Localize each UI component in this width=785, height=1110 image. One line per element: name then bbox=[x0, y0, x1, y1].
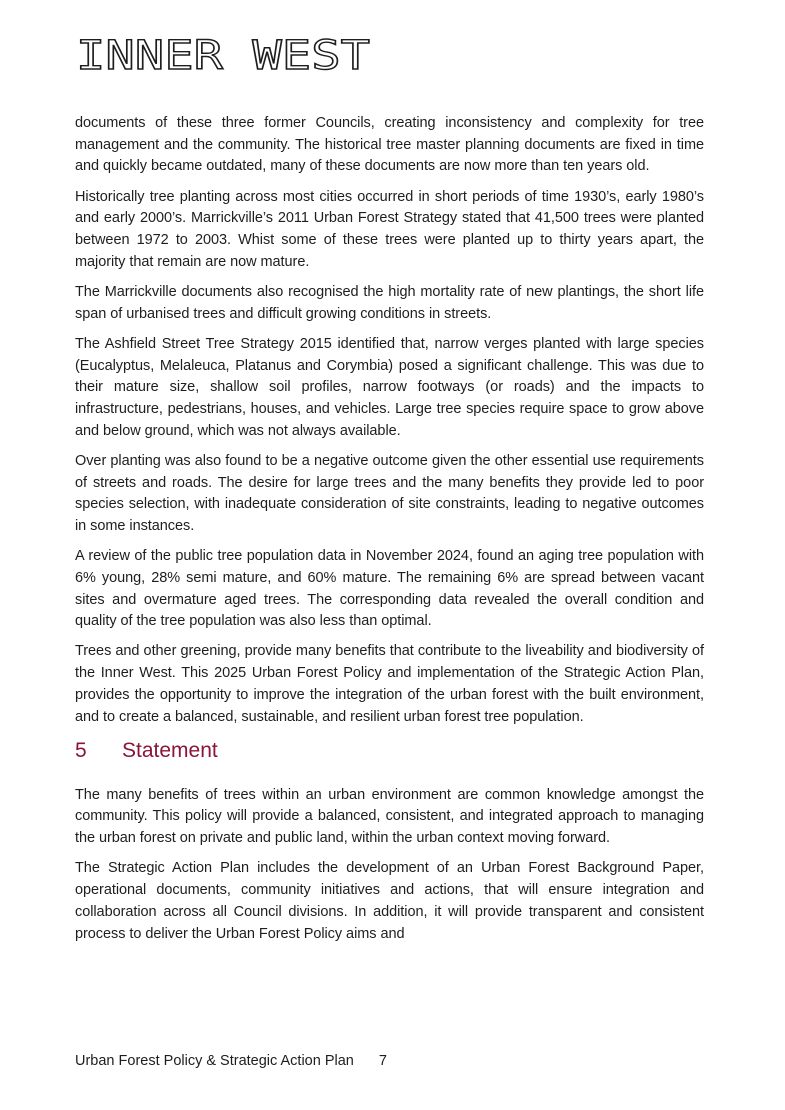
main-content bbox=[75, 113, 704, 954]
page-footer bbox=[75, 1053, 387, 1069]
page-number: 7 bbox=[378, 1053, 387, 1069]
paragraph: The Ashfield Street Tree Strategy 2015 identified that, narrow verges planted with large species (Eucalyptus, Melaleuca, Platanus and Corymbia) posed a significant challenge. This was due to their mature size, shallow soil profiles, narrow footways (or roads) and the impacts to infrastructure, pedestrians, houses, and vehicles. Large tree species require space to grow above and below ground, which was not always available. bbox=[75, 335, 704, 439]
logo-text: INNER WEST bbox=[76, 38, 370, 76]
paragraph: Over planting was also found to be a negative outcome given the other essential use requirements of streets and roads. The desire for large trees and the many benefits they provide led to poor species selection, with inadequate consideration of site constraints, leading to negative outcomes in some instances. bbox=[75, 452, 704, 534]
paragraph: The Marrickville documents also recognised the high mortality rate of new plantings, the short life span of urbanised trees and difficult growing conditions in streets. bbox=[75, 283, 704, 322]
inner-west-logo bbox=[76, 38, 372, 76]
paragraph: Trees and other greening, provide many benefits that contribute to the liveability and biodiversity of the Inner West. This 2025 Urban Forest Policy and implementation of the Strategic Action Plan, provides the opportunity to improve the integration of the urban forest with the built environment, and to create a balanced, sustainable, and resilient urban forest tree population. bbox=[75, 643, 704, 725]
section-number: 5 bbox=[75, 738, 87, 762]
paragraph: A review of the public tree population data in November 2024, found an aging tree population with 6% young, 28% semi mature, and 60% mature. The remaining 6% are spread between vacant sites and overmature aged trees. The corresponding data revealed the overall condition and quality of the tree population was also less than optimal. bbox=[75, 548, 704, 630]
footer-title: Urban Forest Policy & Strategic Action Plan bbox=[75, 1053, 354, 1069]
section-title: Statement bbox=[122, 738, 218, 762]
paragraph: The many benefits of trees within an urban environment are common knowledge amongst the community. This policy will provide a balanced, consistent, and integrated approach to managing the urban forest on private and public land, within the urban context moving forward. bbox=[75, 786, 704, 847]
paragraph: Historically tree planting across most cities occurred in short periods of time 1930’s, early 1980’s and early 2000’s. Marrickville’s 2011 Urban Forest Strategy stated that 41,500 trees were planted between 1972 to 2003. Whist some of these trees were planted up to thirty years apart, the majority that remain are now mature. bbox=[75, 188, 704, 270]
paragraph: The Strategic Action Plan includes the development of an Urban Forest Background Paper, operational documents, community initiatives and actions, that will ensure integration and collaboration across all Council divisions. In addition, it will provide transparent and consistent process to deliver the Urban Forest Policy aims and bbox=[75, 860, 704, 942]
section-heading bbox=[75, 737, 704, 765]
paragraph: documents of these three former Councils, creating inconsistency and complexity for tree management and the community. The historical tree master planning documents are fixed in time and quickly became outdated, many of these documents are now more than ten years old. bbox=[75, 115, 704, 175]
